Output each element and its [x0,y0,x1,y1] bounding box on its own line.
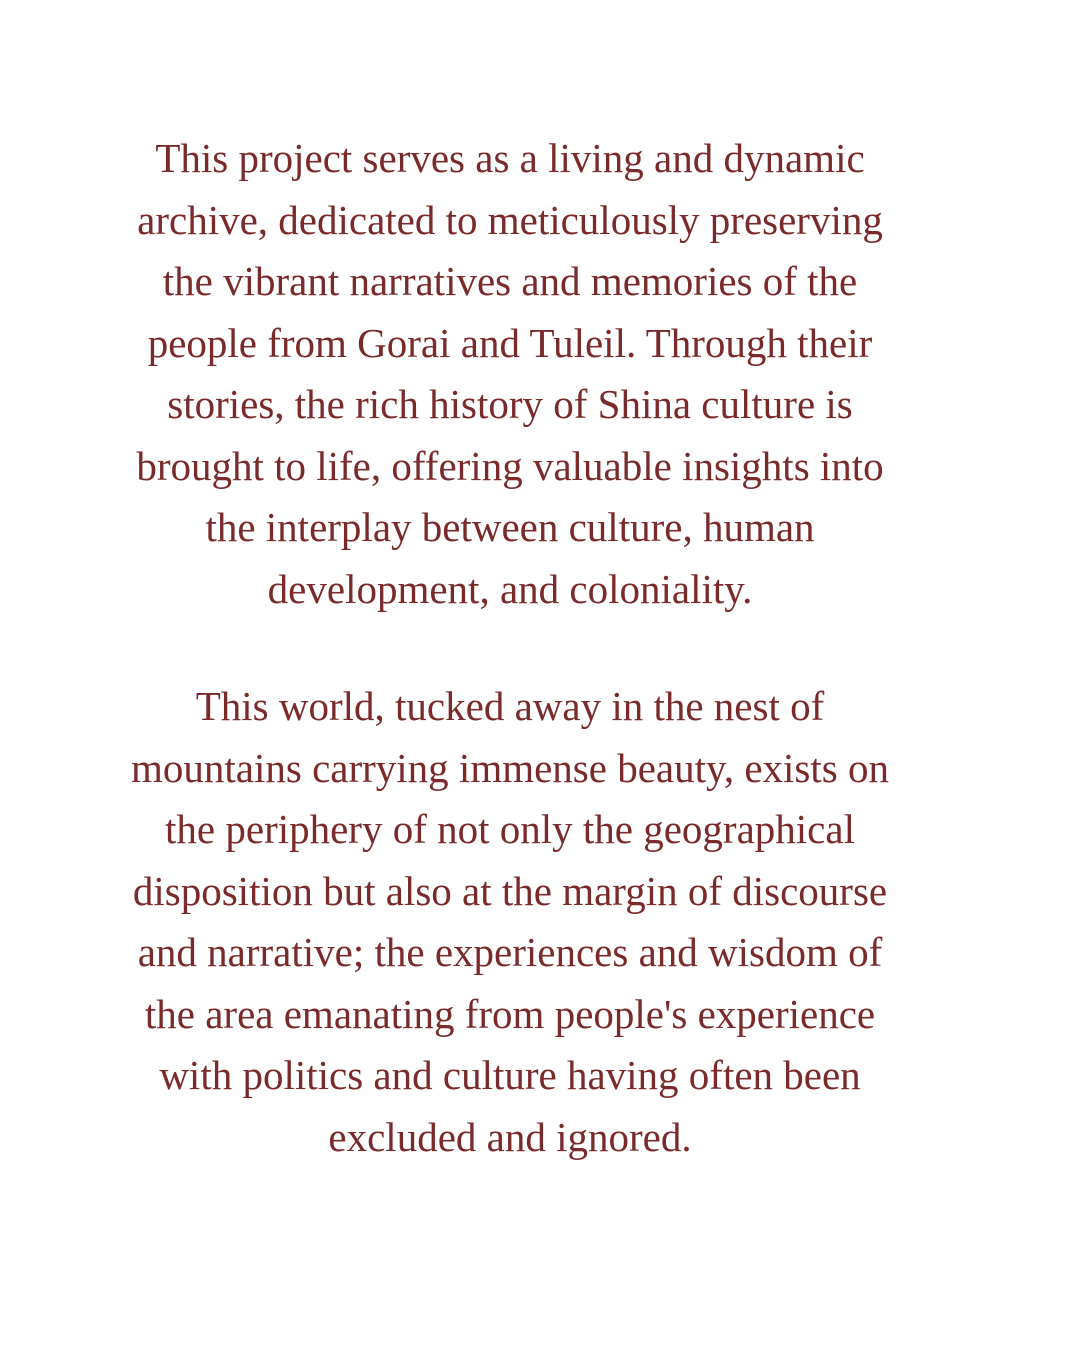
paragraph-line: brought to life, offering valuable insights into [136,442,884,489]
paragraph-world-periphery [60,676,960,1168]
paragraph-line: with politics and culture having often been [159,1052,861,1098]
paragraph-line: and narrative; the experiences and wisdom of [137,929,883,975]
paragraph-line: development, and coloniality. [267,565,753,612]
paragraph-line: excluded and ignored. [328,1113,692,1160]
paragraph-line: the vibrant narratives and memories of the [162,258,858,304]
paragraph-line: the periphery of not only the geographical [165,806,855,852]
paragraph-line: stories, the rich history of Shina culture is [167,381,853,427]
paragraph-line: disposition but also at the margin of discourse [132,867,888,914]
paragraph-line: This project serves as a living and dynamic [155,135,865,181]
paragraph-line: people from Gorai and Tuleil. Through their [147,319,873,366]
paragraph-project-archive [60,128,960,620]
paragraph-line: mountains carrying immense beauty, exists on [131,744,889,791]
paragraph-line: This world, tucked away in the nest of [195,683,825,729]
paragraph-line: archive, dedicated to meticulously preserving [137,196,883,243]
paragraph-line: the interplay between culture, human [205,504,815,550]
paragraph-line: the area emanating from people's experience [144,990,876,1037]
